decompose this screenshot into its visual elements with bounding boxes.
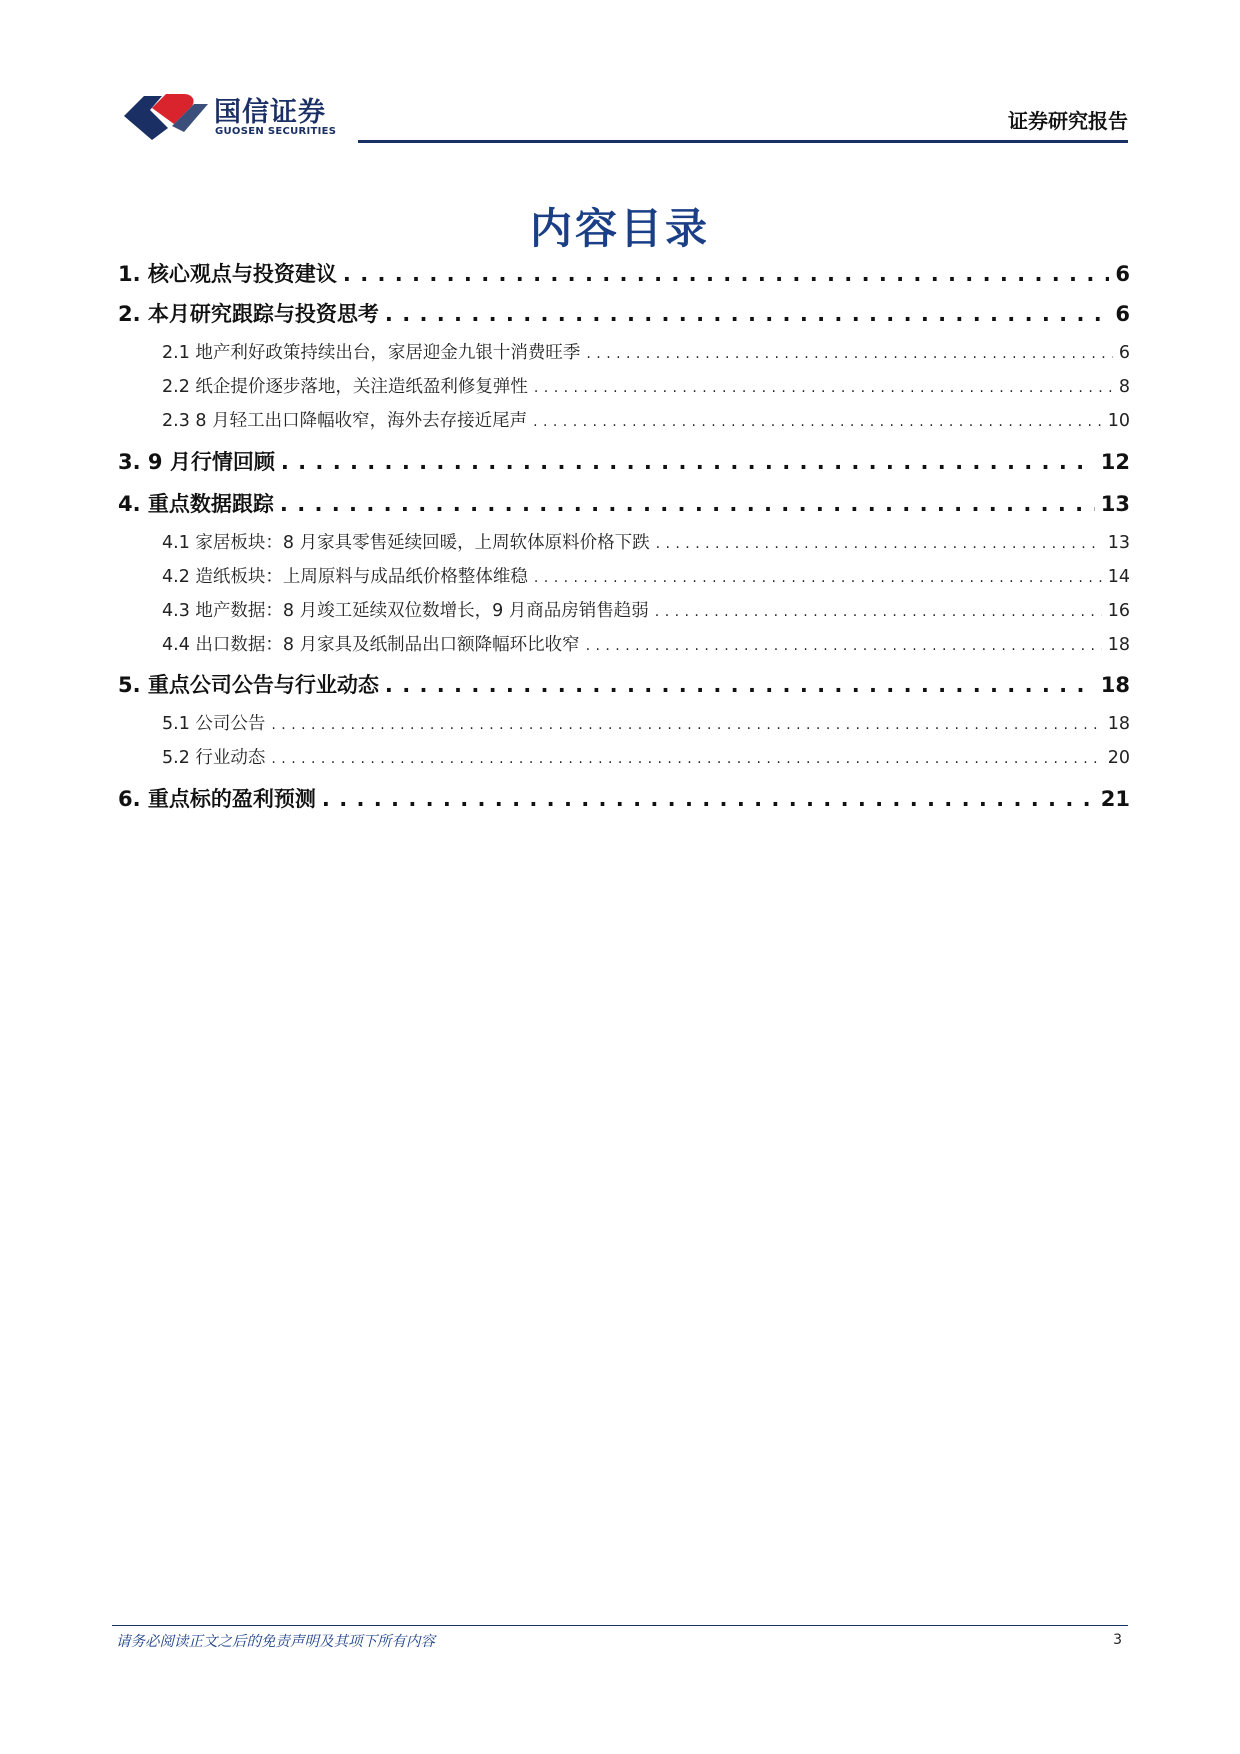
toc-title: 内容目录: [529, 204, 710, 253]
toc-entry-label: 4. 重点数据跟踪: [118, 492, 274, 516]
toc-subentry[interactable]: [162, 597, 1130, 622]
toc-dot-leader: [385, 673, 1095, 697]
toc-entry-label: 2.3 8 月轻工出口降幅收窄，海外去存接近尾声: [162, 411, 528, 431]
page-number: 3: [1113, 1632, 1122, 1648]
toc-entry-page: 13: [1107, 533, 1130, 553]
toc-dot-leader: [656, 536, 1102, 552]
toc-entry-page: 18: [1100, 673, 1130, 697]
toc-entry[interactable]: [118, 298, 1130, 328]
toc-subentry[interactable]: [162, 563, 1130, 588]
page-header: [0, 0, 1240, 150]
toc-entry-page: 21: [1100, 787, 1130, 811]
toc-subentry[interactable]: [162, 631, 1130, 656]
toc-subentry[interactable]: [162, 373, 1130, 398]
toc-entry-label: 2.2 纸企提价逐步落地，关注造纸盈利修复弹性: [162, 377, 528, 397]
toc-entry-label: 4.4 出口数据：8 月家具及纸制品出口额降幅环比收窄: [162, 635, 580, 655]
toc-entry-label: 1. 核心观点与投资建议: [118, 262, 337, 286]
toc-entry-label: 6. 重点标的盈利预测: [118, 787, 316, 811]
toc-dot-leader: [280, 492, 1095, 516]
report-type-label: 证券研究报告: [1008, 109, 1128, 133]
toc-entry-label: 4.2 造纸板块：上周原料与成品纸价格整体维稳: [162, 567, 528, 587]
toc-entry[interactable]: [118, 446, 1130, 476]
guosen-logo-mark-icon: [122, 88, 212, 144]
toc-entry-label: 3. 9 月行情回顾: [118, 450, 275, 474]
toc-subentry[interactable]: [162, 744, 1130, 769]
toc-entry-label: 2.1 地产利好政策持续出台，家居迎金九银十消费旺季: [162, 343, 581, 363]
logo-english-name: GUOSEN SECURITIES: [215, 126, 337, 137]
footer-divider: [112, 1625, 1128, 1626]
toc-entry-page: 6: [1118, 343, 1130, 363]
toc-entry-page: 13: [1100, 492, 1130, 516]
toc-dot-leader: [343, 262, 1109, 286]
toc-subentry[interactable]: [162, 710, 1130, 735]
toc-subentry[interactable]: [162, 407, 1130, 432]
toc-dot-leader: [655, 604, 1102, 620]
toc-entry-page: 6: [1115, 302, 1130, 326]
toc-entry-page: 12: [1100, 450, 1130, 474]
toc-dot-leader: [271, 751, 1101, 767]
toc-entry-label: 5. 重点公司公告与行业动态: [118, 673, 379, 697]
toc-dot-leader: [322, 787, 1095, 811]
toc-entry-label: 2. 本月研究跟踪与投资思考: [118, 302, 379, 326]
toc-entry-page: 6: [1115, 262, 1130, 286]
toc-entry[interactable]: [118, 488, 1130, 518]
toc-entry[interactable]: [118, 783, 1130, 813]
toc-dot-leader: [385, 302, 1109, 326]
toc-dot-leader: [533, 414, 1102, 430]
guosen-logo: [122, 88, 337, 144]
toc-entry-page: 8: [1118, 377, 1130, 397]
toc-dot-leader: [534, 380, 1113, 396]
toc-subentry[interactable]: [162, 529, 1130, 554]
toc-entry-label: 4.1 家居板块：8 月家具零售延续回暖，上周软体原料价格下跌: [162, 533, 650, 553]
toc-entry-page: 10: [1107, 411, 1130, 431]
toc-entry-page: 18: [1107, 635, 1130, 655]
toc-entry-label: 5.1 公司公告: [162, 714, 266, 734]
header-divider: [358, 140, 1128, 143]
toc-entry-page: 18: [1107, 714, 1130, 734]
toc-entry[interactable]: [118, 258, 1130, 288]
toc-entry-page: 14: [1107, 567, 1130, 587]
toc-dot-leader: [586, 346, 1112, 362]
toc-entry-page: 16: [1107, 601, 1130, 621]
toc-entry-page: 20: [1107, 748, 1130, 768]
toc-dot-leader: [586, 638, 1102, 654]
logo-chinese-name: 国信证券: [214, 97, 326, 128]
footer-disclaimer: 请务必阅读正文之后的免责声明及其项下所有内容: [116, 1634, 435, 1650]
toc-entry[interactable]: [118, 669, 1130, 699]
toc-subentry[interactable]: [162, 339, 1130, 364]
toc-entry-label: 4.3 地产数据：8 月竣工延续双位数增长，9 月商品房销售趋弱: [162, 601, 649, 621]
toc-dot-leader: [534, 570, 1102, 586]
toc-entry-label: 5.2 行业动态: [162, 748, 266, 768]
toc-dot-leader: [271, 717, 1101, 733]
toc-dot-leader: [281, 450, 1095, 474]
